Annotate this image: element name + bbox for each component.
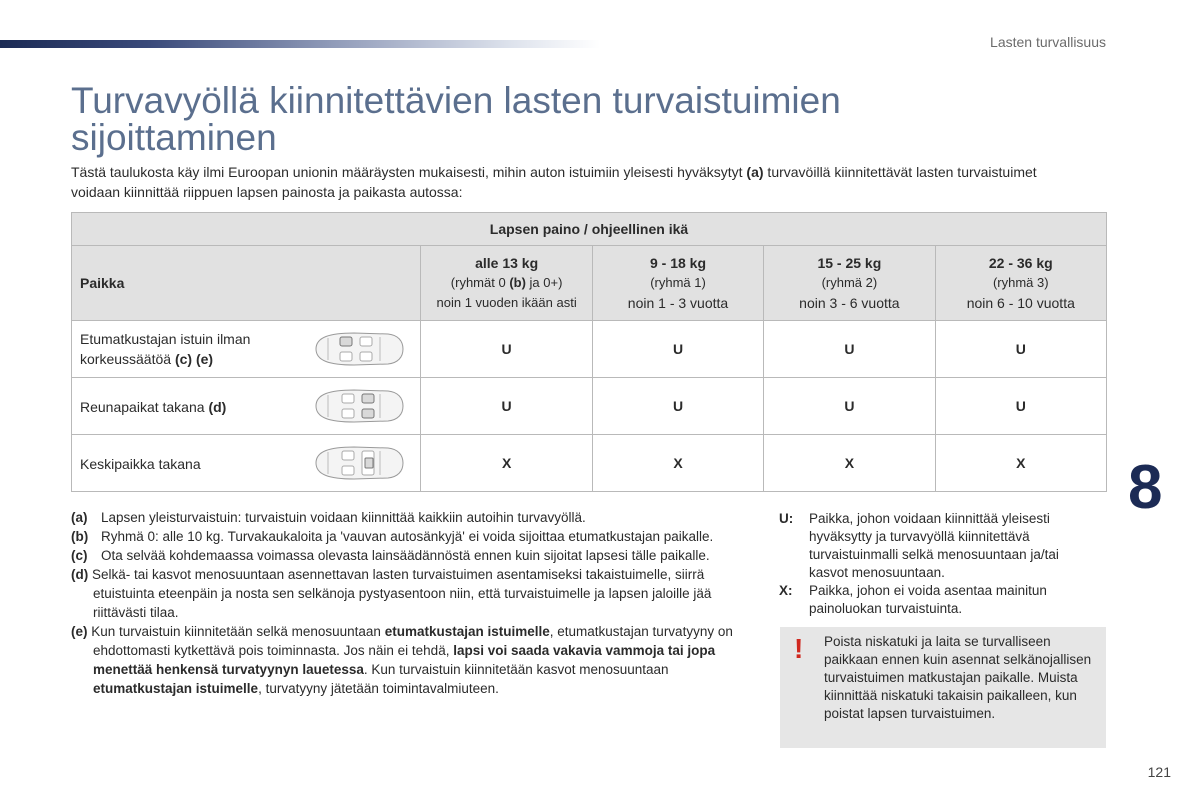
footnotes <box>71 508 761 698</box>
place-header: Paikka <box>72 246 421 321</box>
seat-label: Etumatkustajan istuin ilman korkeussäätöä (c) (e) <box>80 331 251 367</box>
group-weight: 22 - 36 kg <box>988 255 1053 271</box>
page-title-line-2: sijoittaminen <box>71 117 277 158</box>
header-gradient-bar <box>0 40 600 48</box>
seat-value: U <box>935 378 1106 435</box>
page-number: 121 <box>1147 764 1171 780</box>
seat-value: U <box>764 321 935 378</box>
seat-value: U <box>421 378 592 435</box>
group-header-2 <box>764 246 935 321</box>
group-weight: 15 - 25 kg <box>817 255 882 271</box>
group-weight: 9 - 18 kg <box>649 255 707 271</box>
table-row <box>72 435 1107 492</box>
group-label: (ryhmät 0 (b) ja 0+) <box>450 275 563 290</box>
seat-value: X <box>592 435 763 492</box>
chapter-number: 8 <box>1128 453 1163 522</box>
warning-icon: ! <box>794 633 804 664</box>
intro-ref: (a) <box>746 164 764 180</box>
group-age: noin 1 - 3 vuotta <box>627 295 729 311</box>
weight-age-header: Lapsen paino / ohjeellinen ikä <box>72 213 1107 246</box>
footnote-key: (b) <box>71 529 89 544</box>
legend-u <box>779 510 1099 582</box>
intro-paragraph <box>71 162 1071 202</box>
group-label: (ryhmä 3) <box>992 275 1049 290</box>
seat-label: Keskipaikka takana <box>80 455 201 472</box>
page-title <box>71 82 971 156</box>
group-header-1 <box>592 246 763 321</box>
footnote-c <box>71 546 761 565</box>
legend-text: Paikka, johon voidaan kiinnittää yleisesti hyväksytty ja turvavyöllä kiinnitettävä turvaistuinmalli selkä menosuuntaan ja/tai kasvot menosuuntaan. <box>809 511 1059 580</box>
group-age: noin 6 - 10 vuotta <box>966 295 1075 311</box>
footnote-text: Selkä- tai kasvot menosuuntaan asennettavan lasten turvaistuimen asentamiseksi takaistuimelle, siirrä etuistuinta eteenpäin ja nosta sen selkänoja pystyasentoon niin, että turvaistuimelle ja lapsen jaloille jää riittävästi tilaa. <box>88 567 712 620</box>
legend-key: X: <box>779 583 793 598</box>
table-row <box>72 321 1107 378</box>
footnote-text: Ryhmä 0: alle 10 kg. Turvakaukaloita ja 'vauvan autosänkyjä' ei voida sijoittaa etumatkustajan paikalle. <box>101 529 714 544</box>
seat-value: U <box>764 378 935 435</box>
legend <box>779 510 1099 618</box>
group-age: noin 3 - 6 vuotta <box>799 295 900 311</box>
footnote-e: (e) Kun turvaistuin kiinnitetään selkä menosuuntaan etumatkustajan istuimelle, etumatkustajan turvatyyny on ehdottomasti kytkettävä pois toiminnasta. Jos näin ei tehdä, lapsi voi saada vakavia vammoja tai jopa menettää henkensä turvatyynyn lauetessa. Kun turvaistuin kiinnitetään kasvot menosuuntaan etumatkustajan istuimelle, turvatyyny jätetään toimintavalmiuteen. <box>71 624 733 696</box>
group-header-3 <box>935 246 1106 321</box>
footnote-b <box>71 527 761 546</box>
warning-box <box>780 627 1106 748</box>
footnote-key: (d) <box>71 567 89 582</box>
section-title: Lasten turvallisuus <box>990 34 1106 50</box>
seat-value: U <box>592 378 763 435</box>
seat-value: U <box>935 321 1106 378</box>
car-front-seat-icon <box>310 329 406 369</box>
table-row <box>72 378 1107 435</box>
group-age: noin 1 vuoden ikään asti <box>436 295 577 310</box>
footnote-text: Ota selvää kohdemaassa voimassa olevasta lainsäädännöstä ennen kuin sijoitat lapsesi tälle paikalle. <box>101 548 710 563</box>
page-title-line-1: Turvavyöllä kiinnitettävien lasten turvaistuimien <box>71 80 841 121</box>
group-header-0 <box>421 246 592 321</box>
footnote-a <box>71 508 761 527</box>
legend-key: U: <box>779 511 794 526</box>
footnote-key: (a) <box>71 510 88 525</box>
seat-place-cell <box>72 378 421 435</box>
intro-text: Tästä taulukosta käy ilmi Euroopan unionin määräysten mukaisesti, mihin auton istuimiin yleisesti hyväksytyt <box>71 164 747 180</box>
car-rear-outer-seats-icon <box>310 386 406 426</box>
seat-label: Reunapaikat takana (d) <box>80 398 227 415</box>
car-rear-center-seat-icon <box>310 443 406 483</box>
footnote-d <box>71 565 761 622</box>
seat-value: X <box>935 435 1106 492</box>
legend-x <box>779 582 1099 618</box>
footnote-key: (c) <box>71 548 88 563</box>
footnote-text: Lapsen yleisturvaistuin: turvaistuin voidaan kiinnittää kaikkiin autoihin turvavyöllä. <box>101 510 586 525</box>
group-label: (ryhmä 1) <box>650 275 706 290</box>
group-label: (ryhmä 2) <box>821 275 878 290</box>
warning-text: Poista niskatuki ja laita se turvalliseen paikkaan ennen kuin asennat selkänojallisen turvaistuimen matkustajan paikalle. Muista kiinnittää niskatuki takaisin paikalleen, kun poistat lapsen turvaistuimen. <box>824 634 1092 721</box>
seat-value: X <box>421 435 592 492</box>
group-weight: alle 13 kg <box>475 255 539 271</box>
legend-text: Paikka, johon ei voida asentaa mainitun painoluokan turvaistuinta. <box>809 583 1047 616</box>
seat-value: U <box>592 321 763 378</box>
intro-text-2: turvavöillä kiinnitettävät lasten turvaistuimet voidaan kiinnittää riippuen lapsen painosta ja paikasta autossa: <box>71 164 1037 200</box>
seat-place-cell <box>72 321 421 378</box>
seat-value: X <box>764 435 935 492</box>
seat-place-cell <box>72 435 421 492</box>
seat-value: U <box>421 321 592 378</box>
child-seat-table <box>71 212 1107 492</box>
footnote-key: (e) <box>71 624 88 639</box>
